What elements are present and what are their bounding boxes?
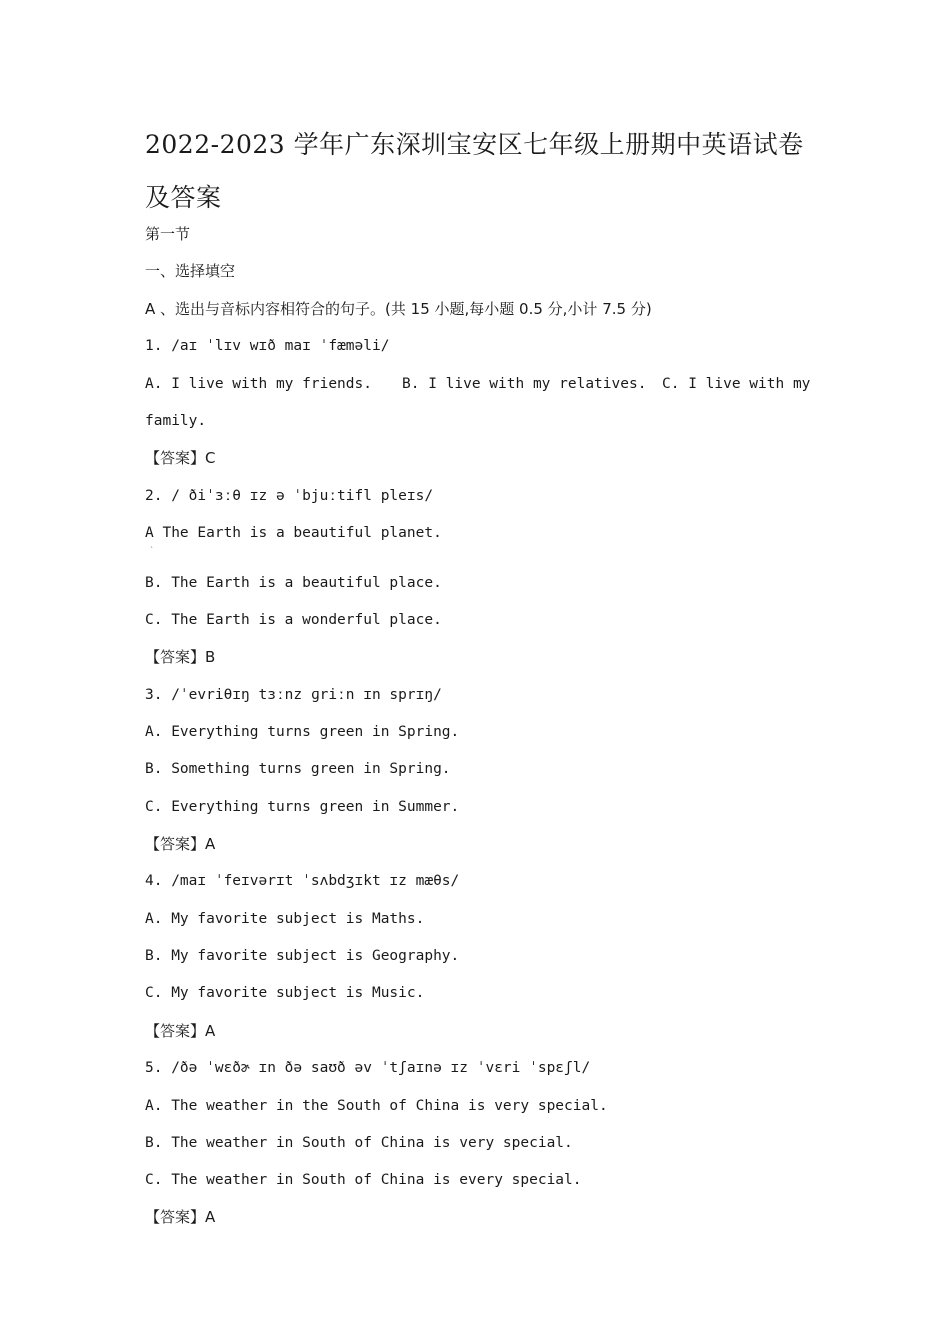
- question-1-option-b: B. I live with my relatives.: [402, 376, 647, 392]
- question-2-option-c: C. The Earth is a wonderful place.: [145, 612, 442, 628]
- question-4-option-a: A. My favorite subject is Maths.: [145, 911, 425, 927]
- question-2-phonetic: 2. / ðiˈɜːθ ɪz ə ˈbjuːtifl pleɪs/: [145, 488, 434, 504]
- question-4-option-b: B. My favorite subject is Geography.: [145, 948, 460, 964]
- section-heading: 第一节: [145, 225, 191, 243]
- question-5-answer: 【答案】A: [145, 1208, 216, 1226]
- question-3-option-c: C. Everything turns green in Summer.: [145, 799, 460, 815]
- question-3-answer: 【答案】A: [145, 835, 216, 853]
- part-heading: 一、选择填空: [145, 262, 236, 280]
- question-1-option-c: C. I live with my: [662, 376, 811, 392]
- question-3-option-b: B. Something turns green in Spring.: [145, 761, 451, 777]
- question-4-option-c: C. My favorite subject is Music.: [145, 985, 425, 1001]
- question-5-option-a: A. The weather in the South of China is very special.: [145, 1098, 608, 1114]
- question-1-option-a: A. I live with my friends.: [145, 376, 372, 392]
- stray-mark: ˋ: [150, 546, 154, 555]
- question-3-phonetic: 3. /ˈevriθɪŋ tɜːnz ɡriːn ɪn sprɪŋ/: [145, 687, 442, 703]
- question-1-options-row: [145, 374, 811, 394]
- document-title: 2022-2023 学年广东深圳宝安区七年级上册期中英语试卷及答案: [145, 130, 804, 212]
- question-4-phonetic: 4. /maɪ ˈfeɪvərɪt ˈsʌbdʒɪkt ɪz mæθs/: [145, 873, 460, 889]
- instruction-text: A 、选出与音标内容相符合的句子。(共 15 小题,每小题 0.5 分,小计 7.5 分): [145, 300, 652, 318]
- question-2-answer: 【答案】B: [145, 648, 216, 666]
- question-1-answer: 【答案】C: [145, 449, 216, 467]
- question-2-option-a: A The Earth is a beautiful planet.: [145, 525, 442, 541]
- question-2-option-b: B. The Earth is a beautiful place.: [145, 575, 442, 591]
- question-5-phonetic: 5. /ðə ˈwɛðɚ ɪn ðə saʊð əv ˈtʃaɪnə ɪz ˈvɛri ˈspɛʃl/: [145, 1060, 591, 1076]
- question-1-option-c-continued: family.: [145, 413, 207, 429]
- question-1-phonetic: 1. /aɪ ˈlɪv wɪð maɪ ˈfæməli/: [145, 338, 390, 354]
- question-4-answer: 【答案】A: [145, 1022, 216, 1040]
- question-5-option-b: B. The weather in South of China is very special.: [145, 1135, 573, 1151]
- question-5-option-c: C. The weather in South of China is every special.: [145, 1172, 582, 1188]
- question-3-option-a: A. Everything turns green in Spring.: [145, 724, 460, 740]
